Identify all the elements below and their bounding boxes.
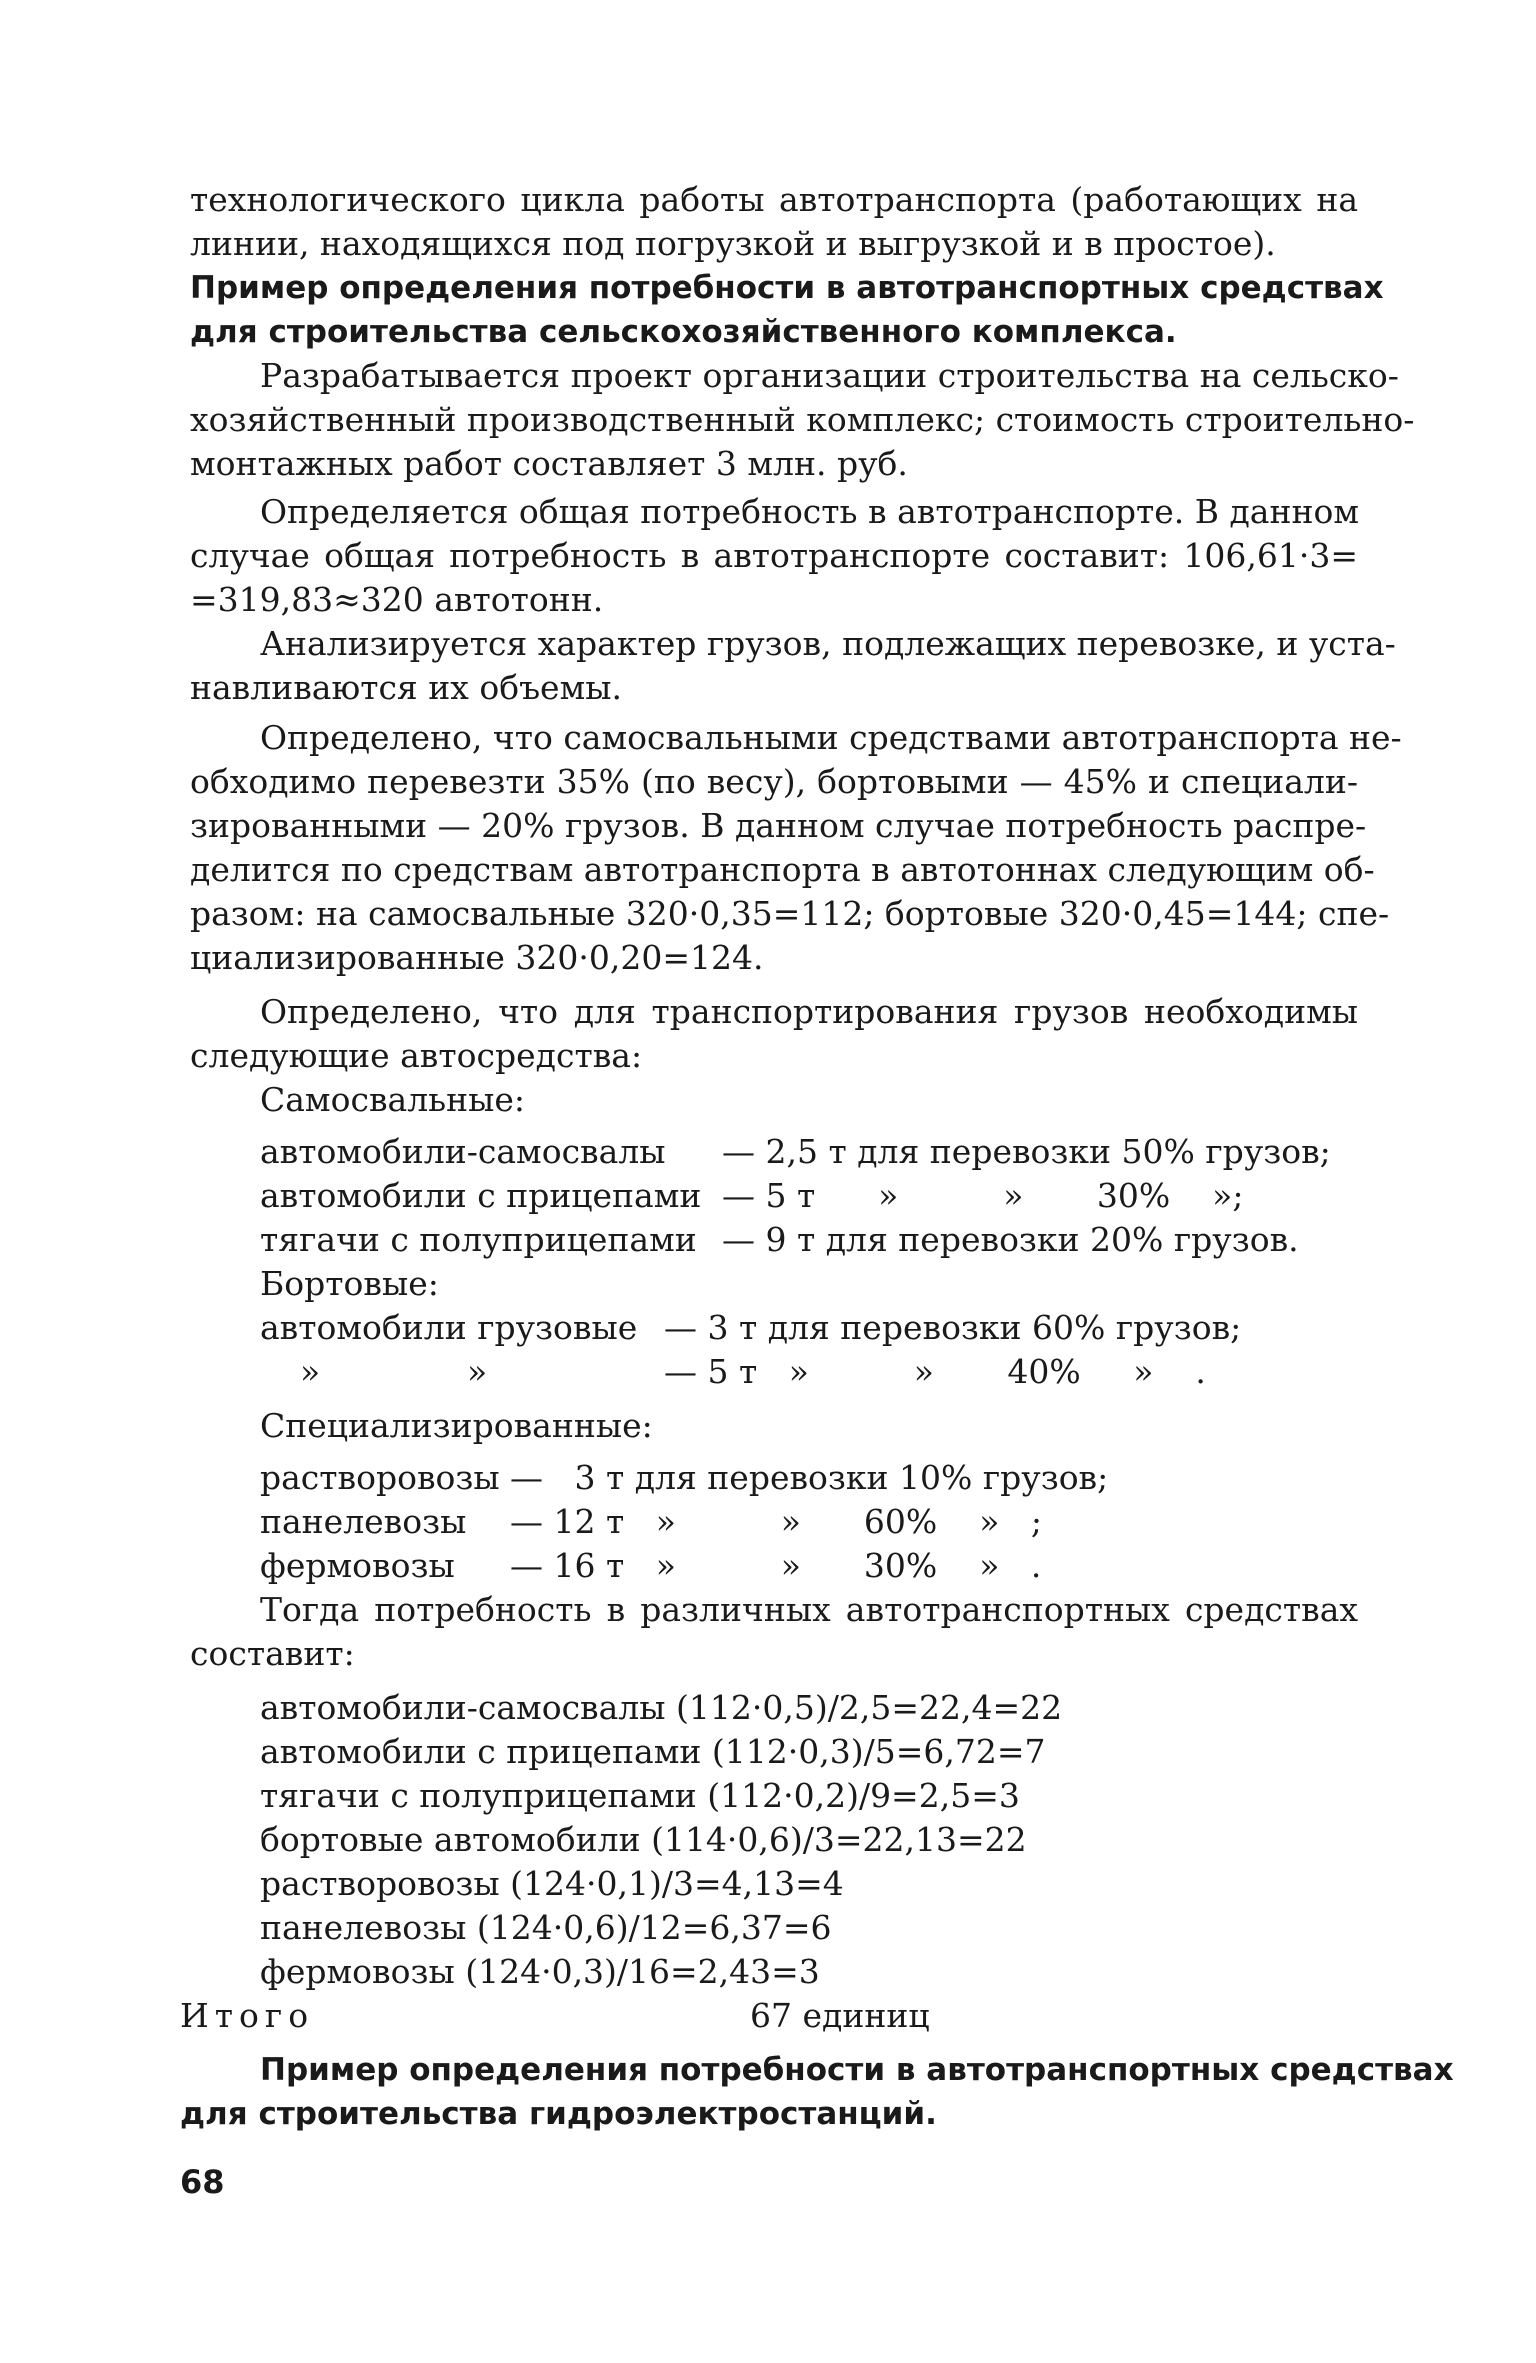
vehicle-name: » » [300, 1352, 488, 1391]
text-line: разом: на самосвальные 320·0,35=112; бортовые 320·0,45=144; спе- [190, 894, 1390, 933]
vehicle-name: автомобили грузовые [260, 1308, 638, 1347]
text-line: следующие автосредства: [190, 1036, 643, 1075]
vehicle-spec: — 5 т » » 40% » . [664, 1352, 1206, 1391]
text-line: зированными — 20% грузов. В данном случае потребность распре- [190, 806, 1367, 845]
vehicle-name: фермовозы [260, 1546, 455, 1585]
vehicle-spec: — 12 т » » 60% » ; [510, 1502, 1042, 1541]
calc-line: панелевозы (124·0,6)/12=6,37=6 [260, 1908, 832, 1947]
text-line: Тогда потребность в различных автотранспортных средствах [260, 1590, 1358, 1629]
group-heading: Специализированные: [260, 1406, 653, 1445]
vehicle-name: панелевозы [260, 1502, 467, 1541]
text-line: технологического цикла работы автотранспорта (работающих на [190, 180, 1358, 219]
text-line: монтажных работ составляет 3 млн. руб. [190, 444, 908, 483]
vehicle-spec: — 16 т » » 30% » . [510, 1546, 1042, 1585]
calc-line: растворовозы (124·0,1)/3=4,13=4 [260, 1864, 844, 1903]
vehicle-spec: — 5 т » » 30% »; [722, 1176, 1244, 1215]
group-heading: Бортовые: [260, 1264, 439, 1303]
text-line: случае общая потребность в автотранспорте составит: 106,61·3= [190, 536, 1358, 575]
total-value: 67 единиц [750, 1996, 930, 2035]
calc-line: автомобили с прицепами (112·0,3)/5=6,72=7 [260, 1732, 1046, 1771]
section-heading: Пример определения потребности в автотранспортных средствах [260, 2052, 1454, 2088]
vehicle-name: автомобили с прицепами [260, 1176, 702, 1215]
calc-line: автомобили-самосвалы (112·0,5)/2,5=22,4=22 [260, 1688, 1063, 1727]
text-line: Определено, что самосвальными средствами автотранспорта не- [260, 718, 1402, 757]
text-line: Определяется общая потребность в автотранспорте. В данном [260, 492, 1359, 531]
vehicle-spec: — 3 т для перевозки 10% грузов; [510, 1458, 1109, 1497]
section-heading: для строительства сельскохозяйственного комплекса. [190, 314, 1177, 350]
calc-line: бортовые автомобили (114·0,6)/3=22,13=22 [260, 1820, 1027, 1859]
group-heading: Самосвальные: [260, 1080, 526, 1119]
text-line: =319,83≈320 автотонн. [190, 580, 604, 619]
text-line: циализированные 320·0,20=124. [190, 938, 764, 977]
vehicle-spec: — 9 т для перевозки 20% грузов. [722, 1220, 1299, 1259]
vehicle-name: автомобили-самосвалы [260, 1132, 666, 1171]
text-line: Определено, что для транспортирования грузов необходимы [260, 992, 1358, 1031]
text-line: Разрабатывается проект организации строительства на сельско- [260, 356, 1399, 395]
text-line: хозяйственный производственный комплекс; стоимость строительно- [190, 400, 1415, 439]
vehicle-spec: — 3 т для перевозки 60% грузов; [664, 1308, 1242, 1347]
section-heading: Пример определения потребности в автотранспортных средствах [190, 270, 1384, 306]
section-heading: для строительства гидроэлектростанций. [180, 2096, 937, 2132]
calc-line: тягачи с полуприцепами (112·0,2)/9=2,5=3 [260, 1776, 1020, 1815]
text-line: навливаются их объемы. [190, 668, 623, 707]
total-label: Итого [180, 1996, 315, 2035]
text-line: обходимо перевезти 35% (по весу), бортовыми — 45% и специали- [190, 762, 1358, 801]
vehicle-spec: — 2,5 т для перевозки 50% грузов; [722, 1132, 1331, 1171]
text-line: составит: [190, 1634, 355, 1673]
vehicle-name: тягачи с полуприцепами [260, 1220, 697, 1259]
page-number: 68 [180, 2163, 225, 2201]
text-line: делится по средствам автотранспорта в автотоннах следующим об- [190, 850, 1375, 889]
text-line: Анализируется характер грузов, подлежащих перевозке, и уста- [260, 624, 1396, 663]
vehicle-name: растворовозы [260, 1458, 500, 1497]
text-line: линии, находящихся под погрузкой и выгрузкой и в простое). [190, 224, 1276, 263]
calc-line: фермовозы (124·0,3)/16=2,43=3 [260, 1952, 820, 1991]
